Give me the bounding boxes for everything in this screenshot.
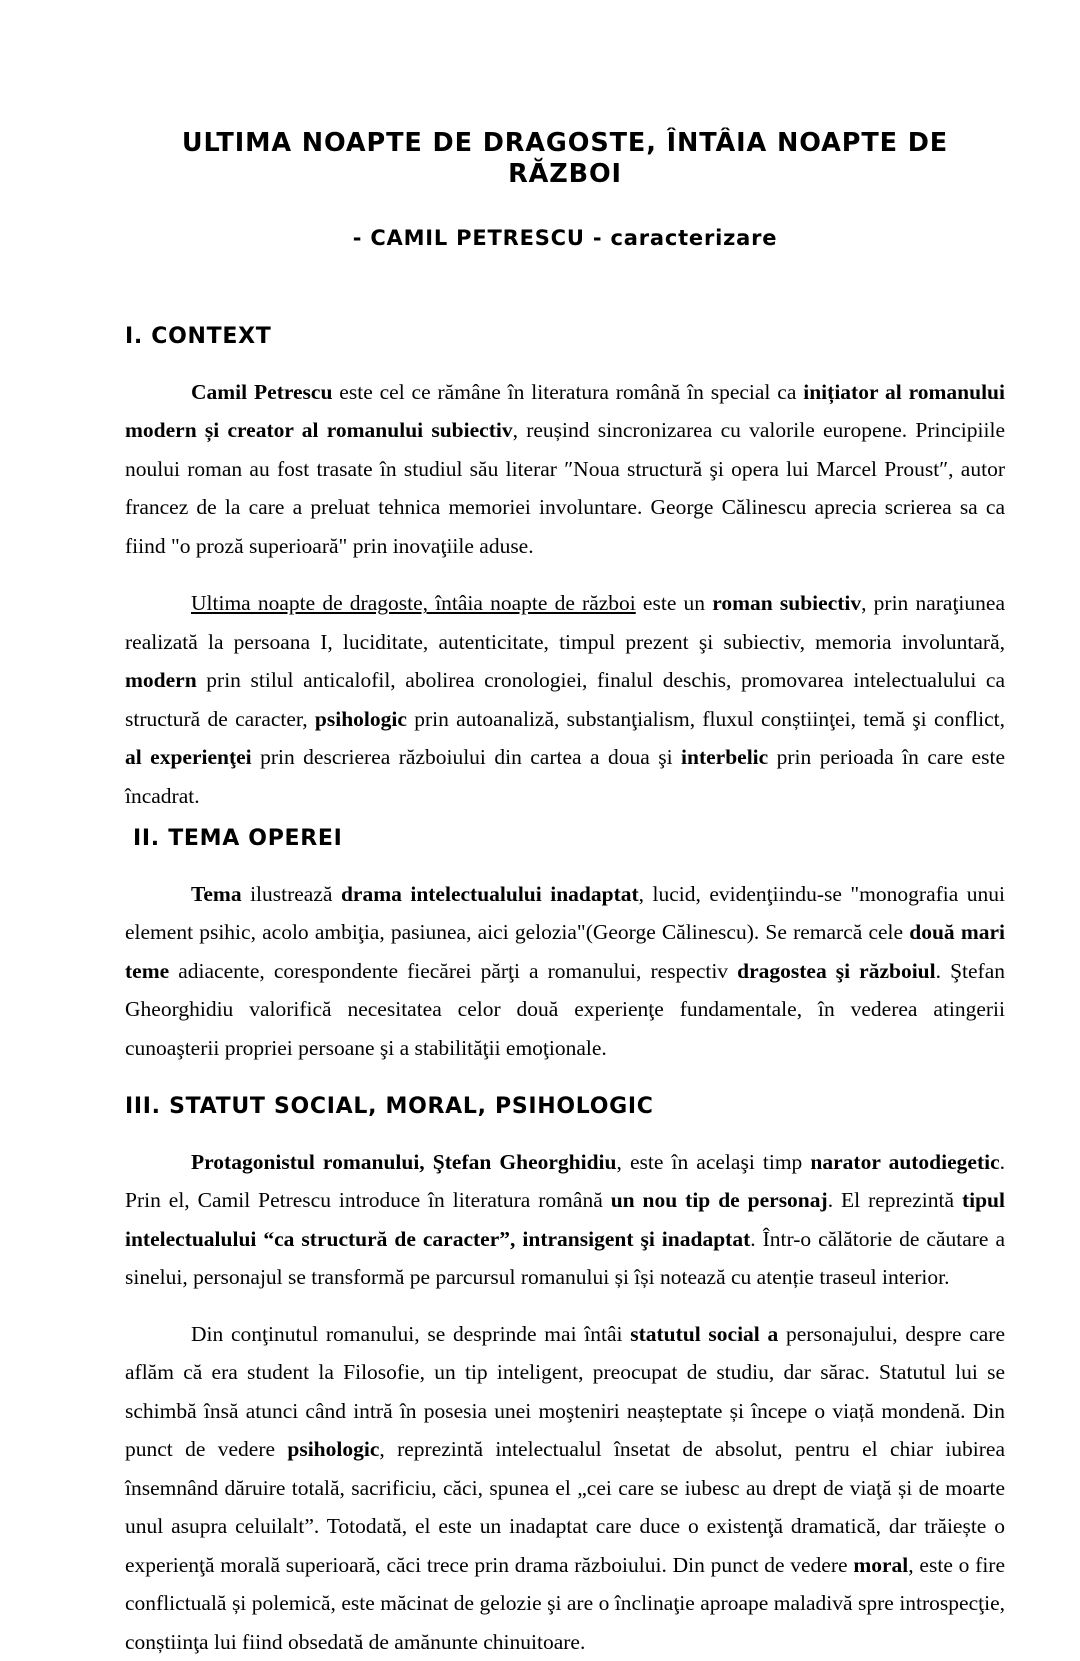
text-run-bold: Protagonistul romanului, Ştefan Gheorghidiu (191, 1149, 617, 1174)
text-run-bold: statutul social a (630, 1321, 779, 1346)
text-run-bold: Camil Petrescu (191, 379, 333, 404)
text-run: prin perioada în care este încadrat. (125, 745, 1005, 808)
section-heading-tema: II. TEMA OPEREI (133, 826, 343, 852)
text-run: prin descrierea războiului din cartea a doua şi (251, 745, 682, 770)
text-run: este un (635, 591, 713, 616)
text-run-bold: psihologic (287, 1437, 380, 1462)
text-run: , reușind sincronizarea cu valorile europene. Principiile noului roman au fost trasate în studiul său literar ″Noua structură şi opera lui Marcel Proust″, autor francez de la care a preluat tehnica memoriei involuntare. George Călinescu aprecia scrierea sa ca fiind "o proză superioară" prin inovaţiile aduse. (125, 418, 1005, 558)
text-run: adiacente, corespondente fiecărei părţi a romanului, respectiv (169, 958, 738, 983)
section-heading-statut: III. STATUT SOCIAL, MORAL, PSIHOLOGIC (125, 1094, 654, 1120)
text-run: . Prin el, Camil Petrescu introduce în literatura română (125, 1149, 1005, 1213)
text-run: , este în acelaşi timp (616, 1149, 811, 1174)
text-run: . Într-o călătorie de căutare a sinelui, personajul se transformă pe parcursul romanului și își notează cu atenție traseul interior. (125, 1226, 1005, 1290)
text-run: prin stilul anticalofil, abolirea cronologiei, finalul deschis, promovarea intelectualului ca structură de caracter, (125, 668, 1005, 731)
paragraph-statut-1 (125, 1143, 1005, 1297)
text-run-bold: psihologic (314, 706, 407, 731)
text-run-bold: dragostea şi războiul (737, 958, 936, 983)
text-run: prin autoanaliză, substanţialism, fluxul conștiinţei, temă şi conflict, (406, 706, 1005, 731)
paragraph-statut-2 (125, 1315, 1005, 1661)
text-run: Din conţinutul romanului, se desprinde mai întâi (191, 1321, 631, 1346)
text-run-bold: interbelic (681, 745, 769, 770)
document-content (125, 0, 1005, 1661)
document-subtitle: - CAMIL PETRESCU - caracterizare (352, 226, 778, 251)
document-title: ULTIMA NOAPTE DE DRAGOSTE, ÎNTÂIA NOAPTE DE RĂZBOI (181, 128, 949, 189)
text-run: , este o fire conflictuală și polemică, este măcinat de gelozie şi are o înclinaţie aproape maladivă spre introspecţie, conștiinţa lui fiind obsedată de amănunte chinuitoare. (125, 1552, 1006, 1654)
text-run-bold: inițiator al romanului modern și creator al romanului subiectiv (125, 379, 1005, 443)
paragraph-context-1 (125, 373, 1005, 566)
text-run: . El reprezintă (827, 1188, 962, 1213)
text-run-bold: două mari teme (125, 920, 1005, 983)
text-run: , prin naraţiunea realizată la persoana I, luciditate, autenticitate, timpul prezent şi subiectiv, memoria involuntară, (125, 591, 1005, 654)
text-run-bold: Tema (191, 881, 242, 906)
text-run: ilustrează (241, 881, 341, 906)
text-run-bold: drama intelectualului inadaptat (340, 881, 639, 906)
text-run-bold: modern (125, 668, 197, 693)
text-run-bold: narator autodiegetic (810, 1149, 1000, 1174)
paragraph-tema-1 (125, 875, 1005, 1068)
text-run-bold: roman subiectiv (712, 591, 862, 616)
section-heading-context: I. CONTEXT (125, 324, 272, 350)
text-run: este cel ce rămâne în literatura română în special ca (332, 379, 804, 404)
text-run: , lucid, evidenţiindu-se "monografia unui element psihic, acolo ambiţia, pasiunea, aici gelozia"(George Călinescu). Se remarcă cele (125, 881, 1005, 945)
text-run-underline: Ultima noapte de dragoste, întâia noapte de război (191, 591, 636, 616)
text-run-bold: tipul intelectualului “ca structură de caracter”, intransigent şi inadaptat (125, 1188, 1005, 1251)
text-run-bold: al experienţei (125, 745, 252, 770)
paragraph-context-2 (125, 584, 1005, 815)
text-run: personajului, despre care aflăm că era student la Filosofie, un tip inteligent, preocupat de studiu, dar sărac. Statutul lui se schimbă însă atunci când intră în posesia unei moşteniri neașteptate și începe o viață mondenă. Din punct de vedere (125, 1321, 1005, 1462)
text-run: , reprezintă intelectualul însetat de absolut, pentru el chiar iubirea însemnând dăruire totală, sacrificiu, căci, spunea el „cei care se iubesc au drept de viaţă și de moarte unul asupra celuilalt”. Totodată, el este un inadaptat care duce o existenţă dramatică, dar trăiește o experienţă morală superioară, căci trece prin drama războiului. Din punct de vedere (125, 1437, 1005, 1577)
text-run-bold: moral (853, 1552, 909, 1577)
text-run: . Ştefan Gheorghidiu valorifică necesitatea celor două experienţe fundamentale, în vederea atingerii cunoaşterii propriei persoane şi a stabilităţii emoţionale. (125, 958, 1005, 1060)
text-run-bold: un nou tip de personaj (610, 1188, 828, 1213)
